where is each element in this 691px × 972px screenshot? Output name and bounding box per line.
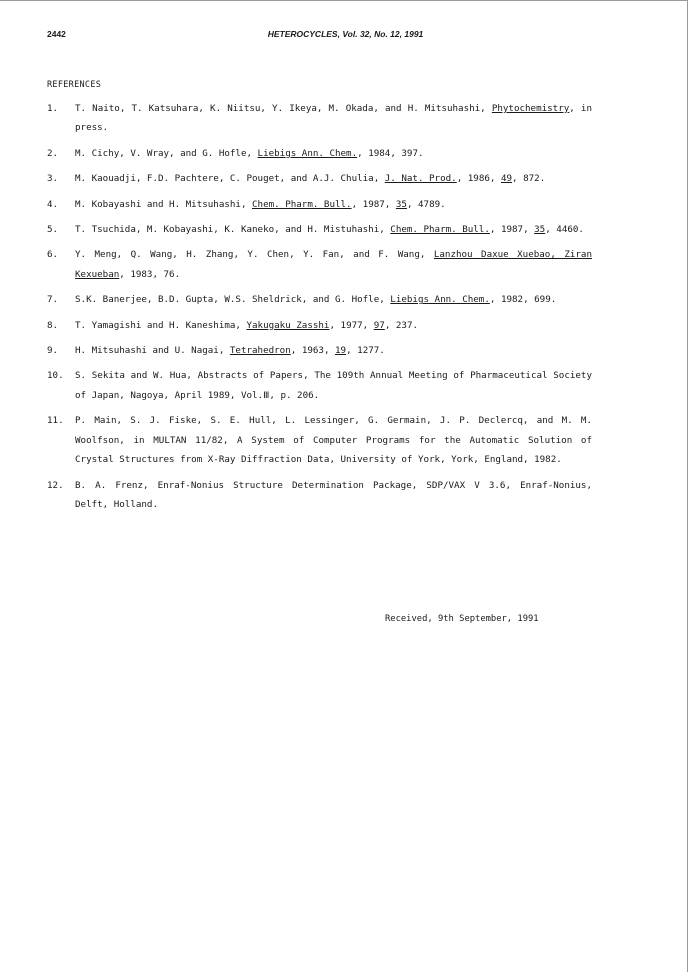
reference-number: 5.: [47, 224, 59, 236]
reference-number: 1.: [47, 103, 59, 114]
reference-text: Y. Meng, Q. Wang, H. Zhang, Y. Chen, Y. Fan, and F. Wang, Lanzhou Daxue Xuebao, Ziran Kexueban, 1983, 76.: [75, 249, 592, 280]
reference-number: 4.: [47, 198, 59, 210]
reference-text: H. Mitsuhashi and U. Nagai, Tetrahedron, 1963, 19, 1277.: [75, 345, 385, 357]
reference-number: 10.: [47, 370, 64, 382]
volume-number: 35: [534, 224, 546, 236]
reference-text: M. Kaouadji, F.D. Pachtere, C. Pouget, and A.J. Chulia, J. Nat. Prod., 1986, 49, 872.: [75, 173, 546, 185]
reference-number: 9.: [47, 345, 59, 357]
journal-name: Chem. Pharm. Bull.: [252, 198, 352, 210]
reference-item: [47, 99, 592, 138]
reference-number: 2.: [47, 147, 59, 159]
reference-text: T. Naito, T. Katsuhara, K. Niitsu, Y. Ikeya, M. Okada, and H. Mitsuhashi, Phytochemistry, in press.: [75, 103, 592, 134]
page-number: 2442: [47, 29, 66, 39]
journal-name: Liebigs Ann. Chem.: [257, 147, 358, 159]
volume-number: 35: [395, 198, 407, 210]
reference-item: [47, 411, 592, 469]
reference-number: 8.: [47, 319, 59, 331]
reference-text: P. Main, S. J. Fiske, S. E. Hull, L. Lessinger, G. Germain, J. P. Declercq, and M. M. Woolfson, in MULTAN 11/82, A System of Computer Programs for the Automatic Solution of Crystal Structures from X-Ray Diffraction Data, University of York, York, England, 1982.: [75, 415, 592, 466]
reference-number: 3.: [47, 173, 59, 185]
reference-item: [47, 195, 592, 214]
reference-item: [47, 169, 592, 188]
reference-text: M. Kobayashi and H. Mitsuhashi, Chem. Pharm. Bull., 1987, 35, 4789.: [75, 198, 446, 210]
journal-header: HETEROCYCLES, Vol. 32, No. 12, 1991: [267, 29, 424, 39]
reference-item: [47, 144, 592, 163]
reference-item: [47, 290, 592, 309]
journal-name: Yakugaku Zasshi: [246, 319, 330, 331]
reference-text: M. Cichy, V. Wray, and G. Hofle, Liebigs Ann. Chem., 1984, 397.: [75, 147, 424, 159]
journal-name: Liebigs Ann. Chem.: [390, 294, 490, 306]
reference-number: 12.: [47, 479, 64, 491]
reference-number: 7.: [47, 294, 59, 306]
reference-text: S. Sekita and W. Hua, Abstracts of Papers, The 109th Annual Meeting of Pharmaceutical Society of Japan, Nagoya, April 1989, Vol.Ⅲ, p. 206.: [75, 370, 592, 401]
received-date: Received, 9th September, 1991: [385, 614, 539, 624]
journal-name: Lanzhou Daxue Xuebao, Ziran Kexueban: [75, 249, 592, 280]
reference-item: [47, 476, 592, 515]
reference-text: S.K. Banerjee, B.D. Gupta, W.S. Sheldrick, and G. Hofle, Liebigs Ann. Chem., 1982, 699.: [75, 294, 557, 306]
reference-item: [47, 341, 592, 360]
journal-name: J. Nat. Prod.: [384, 173, 457, 185]
reference-list: [47, 93, 592, 514]
reference-number: 6.: [47, 249, 59, 261]
reference-item: [47, 316, 592, 335]
reference-text: B. A. Frenz, Enraf-Nonius Structure Determination Package, SDP/VAX V 3.6, Enraf-Nonius, Delft, Holland.: [75, 479, 592, 510]
reference-item: [47, 220, 592, 239]
volume-number: 97: [373, 319, 385, 331]
journal-name: Tetrahedron: [229, 345, 291, 357]
reference-text: T. Yamagishi and H. Kaneshima, Yakugaku Zasshi, 1977, 97, 237.: [75, 319, 419, 331]
top-border-line: [0, 0, 688, 1]
right-border-line: [687, 0, 688, 972]
reference-text: T. Tsuchida, M. Kobayashi, K. Kaneko, and H. Mistuhashi, Chem. Pharm. Bull., 1987, 35, 4460.: [75, 224, 584, 236]
volume-number: 19: [335, 345, 347, 357]
volume-number: 49: [500, 173, 513, 185]
reference-item: [47, 245, 592, 284]
reference-number: 11.: [47, 415, 64, 427]
journal-name: Phytochemistry: [491, 103, 570, 114]
section-title: REFERENCES: [47, 80, 102, 90]
reference-item: [47, 366, 592, 405]
journal-name: Chem. Pharm. Bull.: [390, 224, 490, 236]
